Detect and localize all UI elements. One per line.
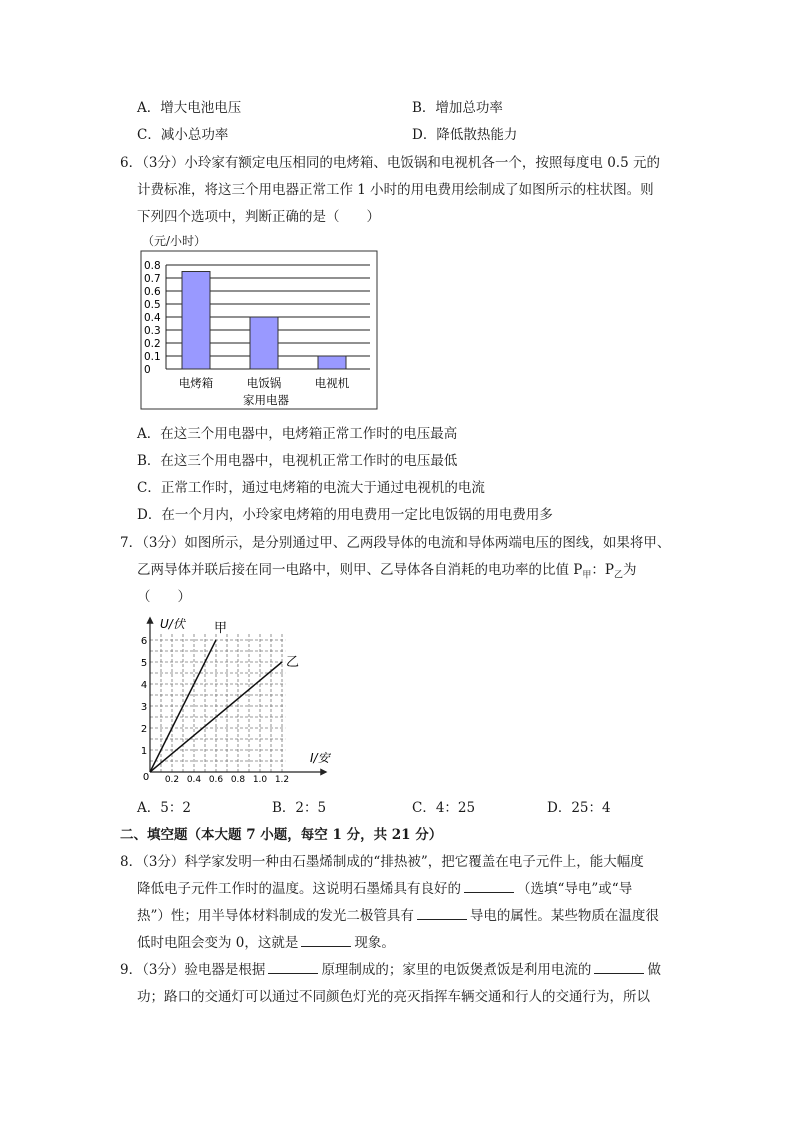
q8-line4-tail: 现象。 bbox=[354, 935, 395, 951]
q5-option-b: B．增加总功率 bbox=[412, 100, 503, 116]
bar-chart-y-tick: 0.6 bbox=[144, 286, 161, 298]
bar-chart-bar bbox=[318, 356, 346, 369]
q5-option-c: C．减小总功率 bbox=[137, 127, 229, 143]
bar-chart-x-tick: 电视机 bbox=[314, 376, 350, 390]
section-2-heading: 二、填空题（本大题 7 小题，每空 1 分，共 21 分） bbox=[120, 827, 443, 843]
bar-chart-y-tick: 0.8 bbox=[144, 260, 161, 272]
bar-chart-y-tick: 0.7 bbox=[144, 273, 161, 285]
bar-chart-y-unit: （元/小时） bbox=[142, 234, 207, 248]
q6-stem-line2: 计费标准，将这三个用电器正常工作 1 小时的用电费用绘制成了如图所示的柱状图。则 bbox=[137, 182, 654, 198]
q5-option-d: D．降低散热能力 bbox=[412, 127, 518, 143]
bar-chart-x-tick: 电烤箱 bbox=[178, 376, 214, 390]
q7-stem-line3: （ ） bbox=[137, 589, 191, 605]
q8-line2 bbox=[137, 877, 632, 897]
q7-option-b: B．2：5 bbox=[272, 800, 327, 816]
q7-stem-line2 bbox=[137, 558, 637, 581]
q7-option-c: C．4：25 bbox=[412, 800, 476, 816]
q6-option-c: C．正常工作时，通过电烤箱的电流大于通过电视机的电流 bbox=[137, 480, 485, 496]
bar-chart-x-tick: 电饭锅 bbox=[246, 376, 282, 390]
iu-origin-label: 0 bbox=[142, 772, 150, 783]
iu-y-tick: 1 bbox=[140, 746, 148, 757]
q8-line3-tail: 导电的属性。某些物质在温度很 bbox=[469, 908, 659, 924]
q6-option-d: D．在一个月内，小玲家电烤箱的用电费用一定比电饭锅的用电费用多 bbox=[137, 507, 553, 523]
q9-blank-2[interactable] bbox=[594, 961, 644, 974]
bar-chart-y-tick: 0.1 bbox=[144, 351, 161, 363]
q9-line1-text: 9．（3分）验电器是根据 bbox=[120, 962, 266, 978]
bar-chart-y-tick: 0.4 bbox=[144, 312, 161, 324]
q8-line4 bbox=[137, 931, 395, 951]
q8-blank-2[interactable] bbox=[417, 907, 467, 920]
bar-chart-bar bbox=[250, 317, 278, 369]
q5-option-a: A．增大电池电压 bbox=[137, 100, 242, 116]
q6-option-a: A．在这三个用电器中，电烤箱正常工作时的电压最高 bbox=[137, 426, 458, 442]
iu-x-tick: 0.8 bbox=[230, 775, 246, 785]
q7-line2-text: 乙两导体并联后接在同一电路中，则甲、乙导体各自消耗的电功率的比值 P bbox=[137, 562, 583, 578]
q8-line2-text: 降低电子元件工作时的温度。这说明石墨烯具有良好的 bbox=[137, 881, 461, 897]
q7-stem-line1: 7．（3分）如图所示，是分别通过甲、乙两段导体的电流和导体两端电压的图线，如果将甲、 bbox=[120, 535, 671, 551]
iu-y-tick: 2 bbox=[140, 724, 148, 735]
bar-chart-y-tick: 0.2 bbox=[144, 338, 161, 350]
q6-stem-line3: 下列四个选项中，判断正确的是（ ） bbox=[137, 209, 380, 225]
iu-x-tick: 0.4 bbox=[186, 775, 202, 785]
iu-graph bbox=[136, 612, 336, 790]
iu-series-label: 甲 bbox=[214, 621, 228, 636]
q6-option-b: B．在这三个用电器中，电视机正常工作时的电压最低 bbox=[137, 453, 458, 469]
iu-x-tick: 1.0 bbox=[252, 775, 268, 785]
q9-line1-tail: 做 bbox=[647, 962, 661, 978]
iu-x-tick: 1.2 bbox=[274, 775, 290, 785]
q9-line1 bbox=[120, 958, 661, 978]
q7-option-a: A．5：2 bbox=[137, 800, 191, 816]
q8-line3 bbox=[137, 904, 659, 924]
q8-line4-text: 低时电阻会变为 0，这就是 bbox=[137, 935, 299, 951]
q8-blank-3[interactable] bbox=[301, 934, 351, 947]
bar-chart-y-tick: 0 bbox=[144, 364, 151, 376]
q7-sub-jia: 甲 bbox=[582, 570, 592, 581]
q9-blank-1[interactable] bbox=[268, 961, 318, 974]
iu-y-tick: 5 bbox=[140, 658, 148, 669]
bar-chart bbox=[140, 250, 378, 410]
q7-option-d: D．25：4 bbox=[547, 800, 611, 816]
iu-y-axis-label: U/伏 bbox=[160, 617, 185, 631]
iu-y-tick: 4 bbox=[140, 680, 148, 691]
q8-blank-1[interactable] bbox=[464, 880, 514, 893]
q7-line2-end: 为 bbox=[623, 562, 637, 578]
iu-series-label: 乙 bbox=[286, 655, 300, 670]
bar-chart-y-tick: 0.3 bbox=[144, 325, 161, 337]
bar-chart-bar bbox=[182, 272, 210, 370]
q7-sub-yi: 乙 bbox=[613, 570, 623, 581]
bar-chart-x-axis-label: 家用电器 bbox=[243, 393, 289, 407]
q8-line1: 8．（3分）科学家发明一种由石墨烯制成的“排热被”，把它覆盖在电子元件上，能大幅度 bbox=[120, 854, 644, 870]
iu-x-tick: 0.2 bbox=[164, 775, 180, 785]
q9-line2: 功；路口的交通灯可以通过不同颜色灯光的亮灭指挥车辆交通和行人的交通行为，所以 bbox=[137, 989, 650, 1005]
q8-line2-tail: （选填“导电”或“导 bbox=[517, 881, 633, 897]
iu-y-tick: 6 bbox=[140, 636, 148, 647]
q7-colon: ：P bbox=[591, 562, 614, 578]
q8-line3-text: 热”）性；用半导体材料制成的发光二极管具有 bbox=[137, 908, 414, 924]
q9-line1-mid: 原理制成的；家里的电饭煲煮饭是利用电流的 bbox=[321, 962, 592, 978]
iu-x-tick: 0.6 bbox=[208, 775, 224, 785]
iu-y-tick: 3 bbox=[140, 702, 148, 713]
iu-x-axis-label: I/安 bbox=[310, 751, 330, 765]
q6-stem-line1: 6．（3分）小玲家有额定电压相同的电烤箱、电饭锅和电视机各一个，按照每度电 0.5 元的 bbox=[120, 155, 660, 171]
bar-chart-y-tick: 0.5 bbox=[144, 299, 161, 311]
